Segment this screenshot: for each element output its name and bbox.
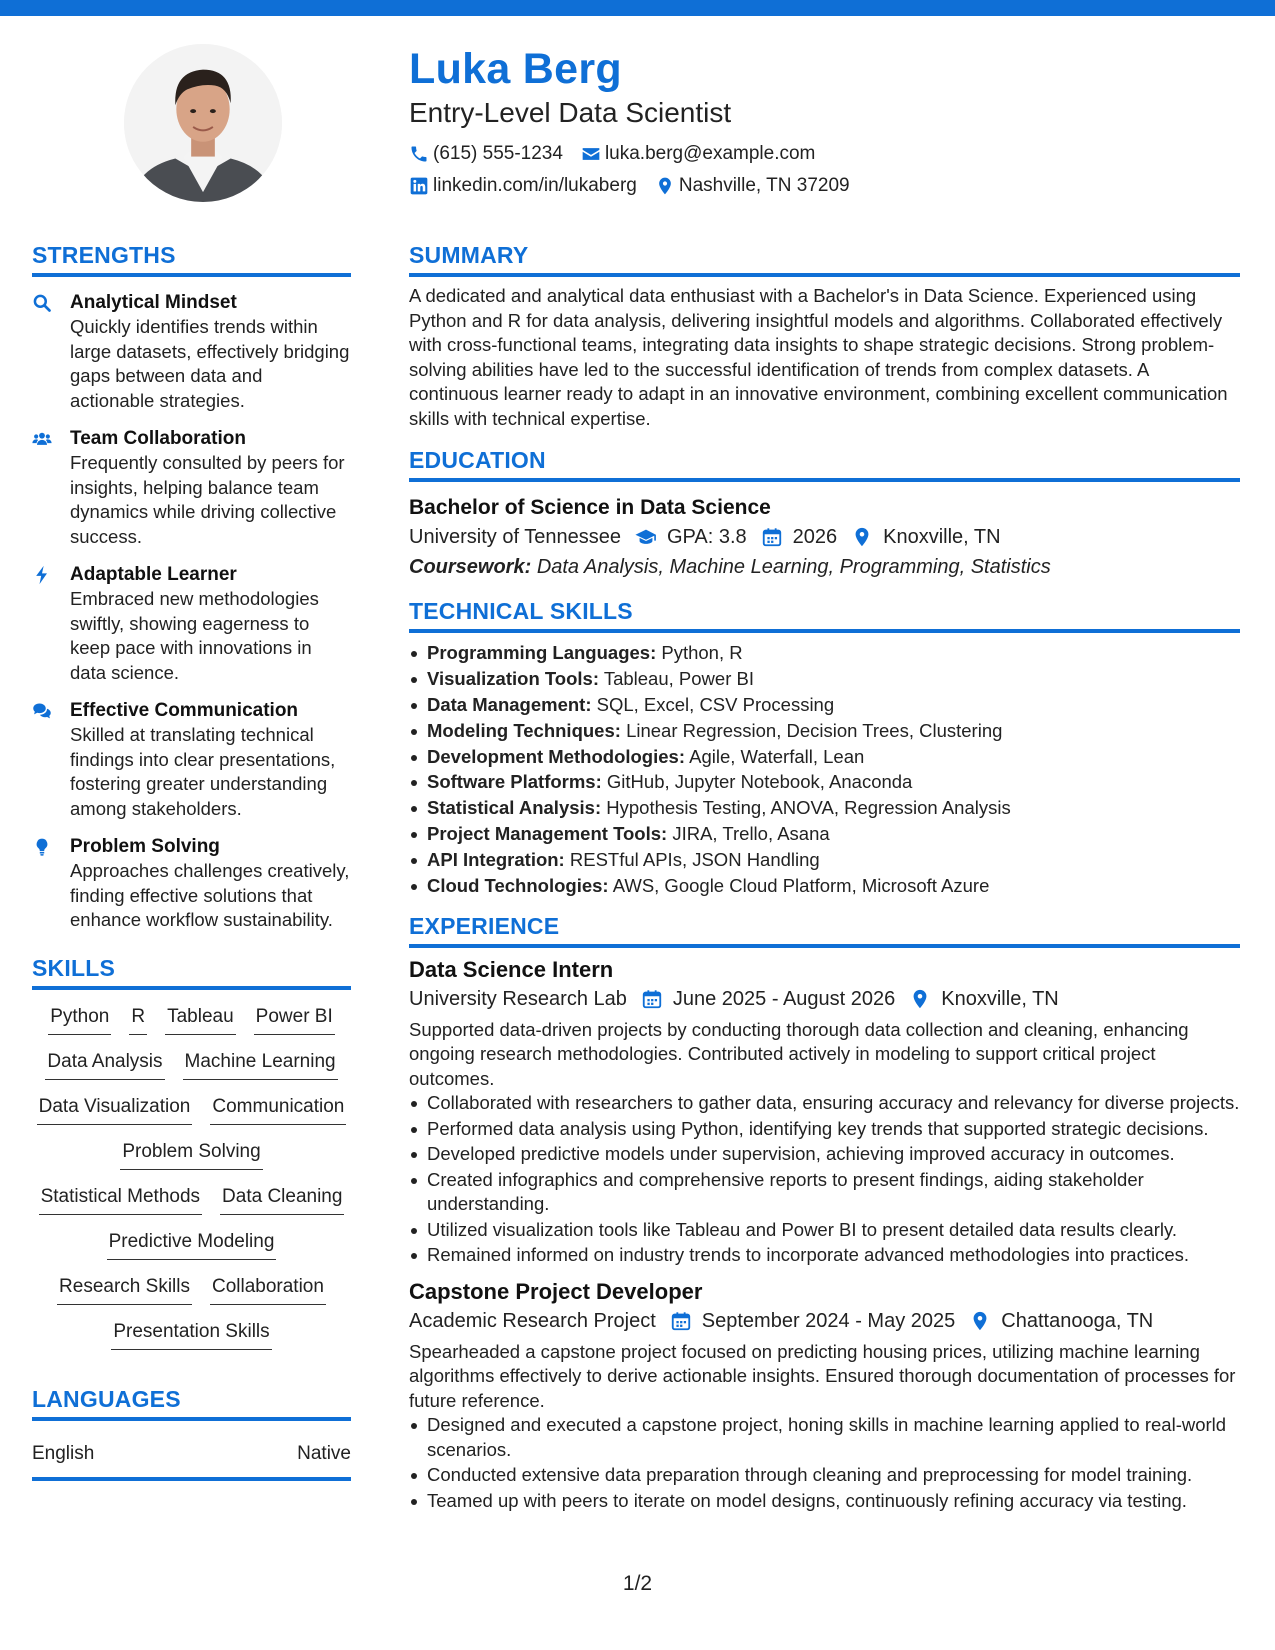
- skill-values: Hypothesis Testing, ANOVA, Regression Analysis: [606, 797, 1011, 819]
- skills-row: [32, 1004, 351, 1049]
- language-level: Native: [297, 1442, 351, 1464]
- skill-values: GitHub, Jupyter Notebook, Anaconda: [606, 771, 913, 793]
- job-location: Knoxville, TN: [941, 987, 1059, 1010]
- strength-description: Skilled at translating technical findings into clear presentations, fostering greater understanding among stakeholders.: [70, 724, 336, 819]
- skill-values: SQL, Excel, CSV Processing: [596, 693, 835, 715]
- skill-tag: Tableau: [165, 1004, 236, 1035]
- skills-row: [32, 1049, 351, 1094]
- section-divider: [32, 986, 351, 990]
- strength-title: Effective Communication: [70, 700, 299, 721]
- job-bullets: [409, 1091, 1240, 1268]
- email-text: luka.berg@example.com: [604, 143, 816, 164]
- calendar-icon: [670, 1310, 692, 1332]
- linkedin-text: linkedin.com/in/lukaberg: [433, 175, 637, 196]
- skill-tag: Research Skills: [57, 1274, 192, 1305]
- skills-row: [32, 1319, 351, 1364]
- experience-entry: [409, 1278, 1240, 1514]
- skill-category: Visualization Tools:: [427, 667, 600, 689]
- skill-tag: R: [129, 1004, 147, 1035]
- strength-item: [32, 290, 351, 413]
- graduation-year: 2026: [792, 526, 838, 548]
- experience-entry: [409, 956, 1240, 1268]
- contact-location: [655, 175, 850, 197]
- strength-description: Quickly identifies trends within large datasets, effectively bridging gaps between data and actionable strategies.: [70, 316, 350, 411]
- technical-skills-heading: TECHNICAL SKILLS: [409, 598, 633, 624]
- technical-skills-section: [409, 596, 1240, 899]
- contact-phone[interactable]: [409, 143, 563, 165]
- skills-row: [32, 1229, 351, 1274]
- language-level-bar: [32, 1477, 351, 1481]
- skill-category: API Integration:: [427, 849, 565, 871]
- skill-tag: Data Analysis: [45, 1049, 164, 1080]
- phone-icon: [409, 144, 429, 164]
- portrait-image: [124, 44, 282, 202]
- education-section: [409, 445, 1240, 582]
- experience-heading: EXPERIENCE: [409, 912, 560, 939]
- linkedin-icon: [409, 176, 429, 196]
- skill-category: Programming Languages:: [427, 642, 657, 663]
- job-dates: September 2024 - May 2025: [701, 1309, 956, 1332]
- strength-item: [32, 562, 351, 685]
- strength-title: Analytical Mindset: [70, 292, 237, 313]
- list-item: Created infographics and comprehensive reports to present findings, aiding stakeholder understanding.: [409, 1168, 1240, 1217]
- job-description: Spearheaded a capstone project focused on predicting housing prices, utilizing machine learning algorithms effectively to derive actionable insights. Ensured thorough documentation of processes for future reference.: [409, 1340, 1236, 1411]
- strength-item: [32, 698, 351, 821]
- language-item: [32, 1441, 351, 1467]
- list-item: [409, 822, 1240, 847]
- right-column: [409, 240, 1240, 1514]
- contact-info: [409, 138, 1239, 202]
- section-divider: [409, 629, 1240, 633]
- education-heading: EDUCATION: [409, 447, 546, 473]
- summary-text: A dedicated and analytical data enthusiast with a Bachelor's in Data Science. Experienced using Python and R for data analysis, delivering insightful models and algorithms. Collaborated effectively with cross-functional teams, integrating data insights to shape strategic decisions. Strong problem-solving abilities have led to the successful identification of trends from complex datasets. A continuous learner ready to adapt in an innovative environment, combining excellent communication skills with technical expertise.: [409, 285, 1228, 429]
- skill-tag: Presentation Skills: [111, 1319, 271, 1350]
- job-title: Data Science Intern: [409, 956, 614, 982]
- candidate-title: Entry-Level Data Scientist: [409, 97, 732, 128]
- skill-category: Data Management:: [427, 693, 592, 715]
- skill-category: Development Methodologies:: [427, 745, 685, 767]
- job-title: Capstone Project Developer: [409, 1278, 703, 1304]
- skills-row: [32, 1094, 351, 1139]
- skill-tag: Problem Solving: [120, 1139, 262, 1170]
- education-meta: [409, 522, 1240, 552]
- job-location: Chattanooga, TN: [1001, 1309, 1154, 1332]
- languages-heading: LANGUAGES: [32, 1385, 181, 1412]
- list-item: [409, 796, 1240, 821]
- organization: University Research Lab: [409, 987, 627, 1010]
- skill-values: Python, R: [661, 642, 743, 663]
- organization: Academic Research Project: [409, 1309, 656, 1332]
- list-item: [409, 874, 1240, 899]
- list-item: [409, 848, 1240, 873]
- skill-values: Linear Regression, Decision Trees, Clustering: [626, 719, 1003, 741]
- map-marker-icon: [655, 176, 675, 196]
- contact-row-2: [409, 170, 1239, 202]
- skills-section: [32, 953, 351, 1364]
- resume-header: [409, 42, 1239, 202]
- phone-text: (615) 555-1234: [433, 143, 563, 164]
- skills-row: [32, 1139, 351, 1184]
- section-divider: [32, 273, 351, 277]
- skills-heading: SKILLS: [32, 954, 115, 981]
- top-accent-bar: [0, 0, 1275, 16]
- strength-title: Adaptable Learner: [70, 564, 237, 585]
- contact-row-1: [409, 138, 1239, 170]
- job-bullets: [409, 1413, 1240, 1513]
- experience-section: [409, 911, 1240, 1514]
- strength-item: [32, 426, 351, 549]
- skill-tag: Python: [48, 1004, 111, 1035]
- skill-category: Statistical Analysis:: [427, 797, 602, 819]
- profile-photo: [124, 44, 282, 202]
- section-divider: [409, 273, 1240, 277]
- strength-item: [32, 834, 351, 933]
- section-divider: [409, 478, 1240, 482]
- skill-values: Agile, Waterfall, Lean: [689, 745, 865, 767]
- job-dates: June 2025 - August 2026: [672, 987, 896, 1010]
- comments-icon: [32, 701, 52, 721]
- list-item: Developed predictive models under supervision, achieving improved accuracy in outcomes.: [409, 1142, 1240, 1167]
- map-marker-icon: [909, 988, 931, 1010]
- list-item: [409, 641, 1240, 666]
- list-item: Designed and executed a capstone project, honing skills in machine learning applied to real-world scenarios.: [409, 1413, 1240, 1462]
- degree-title: Bachelor of Science in Data Science: [409, 496, 771, 519]
- coursework-line: [409, 552, 1240, 582]
- list-item: Performed data analysis using Python, identifying key trends that supported strategic decisions.: [409, 1117, 1240, 1142]
- languages-section: [32, 1384, 351, 1481]
- skill-values: RESTful APIs, JSON Handling: [569, 849, 820, 871]
- gpa-text: GPA: 3.8: [666, 526, 747, 548]
- skills-row: [32, 1184, 351, 1229]
- job-meta: [409, 1306, 1240, 1336]
- skill-tag: Predictive Modeling: [107, 1229, 277, 1260]
- skill-category: Modeling Techniques:: [427, 719, 621, 741]
- list-item: Teamed up with peers to iterate on model designs, continuously refining accuracy via testing.: [409, 1489, 1240, 1514]
- skill-category: Cloud Technologies:: [427, 875, 609, 897]
- skill-tag: Communication: [210, 1094, 346, 1125]
- skill-values: JIRA, Trello, Asana: [672, 823, 830, 845]
- bolt-icon: [32, 565, 52, 585]
- school-name: University of Tennessee: [409, 526, 621, 548]
- list-item: Collaborated with researchers to gather data, ensuring accuracy and relevancy for diverse projects.: [409, 1091, 1240, 1116]
- strengths-section: [32, 240, 351, 933]
- list-item: [409, 745, 1240, 770]
- skill-tag: Data Cleaning: [220, 1184, 344, 1215]
- contact-linkedin[interactable]: [409, 175, 637, 197]
- skill-tag: Power BI: [254, 1004, 335, 1035]
- job-description: Supported data-driven projects by conducting thorough data collection and cleaning, enhancing ongoing research methodologies. Contributed actively in modeling to support critical project outcomes.: [409, 1018, 1189, 1089]
- skill-values: Tableau, Power BI: [603, 667, 754, 689]
- calendar-icon: [641, 988, 663, 1010]
- skill-category: Project Management Tools:: [427, 823, 668, 845]
- location-text: Nashville, TN 37209: [678, 175, 850, 196]
- strength-description: Approaches challenges creatively, finding effective solutions that enhance workflow sustainability.: [70, 860, 350, 930]
- map-marker-icon: [969, 1310, 991, 1332]
- envelope-icon: [581, 144, 601, 164]
- list-item: Utilized visualization tools like Tableau and Power BI to present detailed data results clearly.: [409, 1218, 1240, 1243]
- skill-tag: Machine Learning: [183, 1049, 338, 1080]
- language-name: English: [32, 1442, 95, 1464]
- list-item: [409, 719, 1240, 744]
- skill-tag: Statistical Methods: [39, 1184, 202, 1215]
- strength-description: Frequently consulted by peers for insights, helping balance team dynamics while driving collective success.: [70, 452, 345, 547]
- contact-email[interactable]: [581, 143, 815, 165]
- strength-description: Embraced new methodologies swiftly, showing eagerness to keep pace with innovations in data science.: [70, 588, 319, 683]
- summary-heading: SUMMARY: [409, 242, 529, 268]
- map-marker-icon: [851, 526, 873, 548]
- calendar-icon: [761, 526, 783, 548]
- coursework-list: Data Analysis, Machine Learning, Programming, Statistics: [536, 556, 1051, 578]
- technical-skills-list: [409, 641, 1240, 899]
- school-location: Knoxville, TN: [883, 526, 1001, 548]
- section-divider: [409, 944, 1240, 948]
- summary-section: [409, 240, 1240, 431]
- left-column: [32, 240, 351, 1481]
- list-item: Conducted extensive data preparation through cleaning and preprocessing for model training.: [409, 1463, 1240, 1488]
- list-item: [409, 770, 1240, 795]
- list-item: [409, 693, 1240, 718]
- users-icon: [32, 429, 52, 449]
- list-item: Remained informed on industry trends to incorporate advanced methodologies into practices.: [409, 1243, 1240, 1268]
- list-item: [409, 667, 1240, 692]
- strength-title: Problem Solving: [70, 836, 220, 857]
- graduation-cap-icon: [635, 526, 657, 548]
- skills-tags: [32, 1004, 351, 1364]
- skill-values: AWS, Google Cloud Platform, Microsoft Azure: [612, 875, 990, 897]
- skill-category: Software Platforms:: [427, 771, 602, 793]
- skill-tag: Data Visualization: [37, 1094, 193, 1125]
- skills-row: [32, 1274, 351, 1319]
- skill-tag: Collaboration: [210, 1274, 326, 1305]
- job-meta: [409, 984, 1240, 1014]
- lightbulb-icon: [32, 837, 52, 857]
- strength-title: Team Collaboration: [70, 428, 246, 449]
- page-number: 1/2: [622, 1572, 653, 1595]
- section-divider: [32, 1417, 351, 1421]
- strengths-heading: STRENGTHS: [32, 242, 176, 268]
- candidate-name: Luka Berg: [409, 45, 622, 93]
- search-icon: [32, 293, 52, 313]
- coursework-label: Coursework:: [409, 556, 532, 578]
